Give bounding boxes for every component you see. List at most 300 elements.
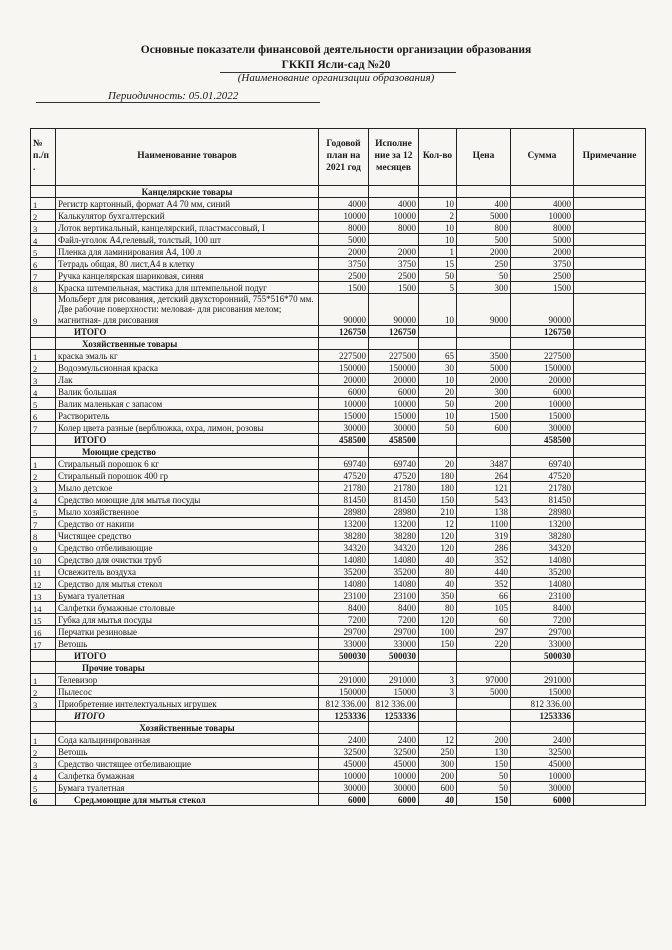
cell-name: Лак [56, 374, 319, 386]
cell-done: 34320 [369, 542, 419, 554]
cell-name: Чистящее средство [56, 530, 319, 542]
table-row [31, 626, 646, 638]
cell-note [574, 590, 646, 602]
table-row [31, 698, 646, 710]
cell-price: 300 [457, 282, 511, 294]
cell-name: Файл-уголок А4,гелевый, толстый, 100 шт [56, 234, 319, 246]
table-row [31, 734, 646, 746]
cell-price: 1500 [457, 410, 511, 422]
cell-plan: 10000 [319, 770, 369, 782]
cell-done: 2000 [369, 246, 419, 258]
cell-price [457, 650, 511, 662]
cell-done: 7200 [369, 614, 419, 626]
cell-sum: 15000 [511, 686, 574, 698]
cell-name: Калькулятор бухгалтерский [56, 210, 319, 222]
cell-price: 200 [457, 734, 511, 746]
cell-name: краска эмаль кг [56, 350, 319, 362]
table-row [31, 398, 646, 410]
cell-no: 6 [31, 794, 56, 806]
cell-qty: 600 [419, 782, 457, 794]
cell-name: ИТОГО [56, 326, 319, 338]
cell-sum: 38280 [511, 530, 574, 542]
cell-done: 126750 [369, 326, 419, 338]
table-row [31, 282, 646, 294]
section-row [31, 338, 646, 350]
cell-price [457, 710, 511, 722]
cell-sum: 28980 [511, 506, 574, 518]
cell-price: 220 [457, 638, 511, 650]
cell-note [574, 458, 646, 470]
cell-note [574, 350, 646, 362]
table-row [31, 198, 646, 210]
cell-qty: 10 [419, 410, 457, 422]
cell-qty [419, 710, 457, 722]
cell-done: 28980 [369, 506, 419, 518]
cell-plan: 35200 [319, 566, 369, 578]
document-title: Основные показатели финансовой деятельности организации образования [140, 44, 532, 56]
cell-plan: 8400 [319, 602, 369, 614]
cell-note [574, 662, 646, 674]
table-header-row [31, 129, 646, 186]
cell-plan [319, 186, 369, 198]
cell-name: ИТОГО [56, 434, 319, 446]
cell-done: 8000 [369, 222, 419, 234]
cell-plan: 21780 [319, 482, 369, 494]
cell-note [574, 794, 646, 806]
cell-note [574, 626, 646, 638]
cell-no: 2 [31, 746, 56, 758]
cell-done: 13200 [369, 518, 419, 530]
cell-name: Стиральный порошок 400 гр [56, 470, 319, 482]
cell-qty: 10 [419, 374, 457, 386]
cell-price: 9000 [457, 294, 511, 326]
cell-price: 50 [457, 770, 511, 782]
cell-no: 9 [31, 294, 56, 326]
cell-qty: 30 [419, 362, 457, 374]
cell-name: ИТОГО [56, 650, 319, 662]
cell-name: Пылесос [56, 686, 319, 698]
cell-plan [319, 446, 369, 458]
cell-name: Средство отбеливающие [56, 542, 319, 554]
cell-price [457, 338, 511, 350]
cell-plan: 3750 [319, 258, 369, 270]
cell-price [457, 434, 511, 446]
table-row [31, 294, 646, 326]
cell-note [574, 542, 646, 554]
cell-plan: 10000 [319, 210, 369, 222]
cell-qty: 80 [419, 602, 457, 614]
cell-plan: 227500 [319, 350, 369, 362]
cell-note [574, 770, 646, 782]
cell-sum: 1253336 [511, 710, 574, 722]
col-header-note: Примечание [574, 129, 646, 186]
cell-no: 4 [31, 770, 56, 782]
cell-no: 7 [31, 518, 56, 530]
cell-sum: 500030 [511, 650, 574, 662]
cell-qty: 3 [419, 686, 457, 698]
cell-done [369, 338, 419, 350]
cell-note [574, 446, 646, 458]
cell-done: 14080 [369, 554, 419, 566]
cell-no: 5 [31, 506, 56, 518]
cell-qty: 5 [419, 282, 457, 294]
cell-done: 15000 [369, 686, 419, 698]
cell-plan: 28980 [319, 506, 369, 518]
cell-note [574, 782, 646, 794]
cell-name: Салфетки бумажные столовые [56, 602, 319, 614]
cell-done: 45000 [369, 758, 419, 770]
cell-no: 2 [31, 686, 56, 698]
cell-price: 130 [457, 746, 511, 758]
cell-plan: 13200 [319, 518, 369, 530]
cell-note [574, 270, 646, 282]
cell-note [574, 578, 646, 590]
cell-sum: 10000 [511, 398, 574, 410]
cell-done: 1500 [369, 282, 419, 294]
cell-no [31, 722, 56, 734]
cell-name: Канцелярские товары [56, 186, 319, 198]
cell-note [574, 234, 646, 246]
cell-note [574, 494, 646, 506]
cell-done: 3750 [369, 258, 419, 270]
cell-plan: 38280 [319, 530, 369, 542]
cell-name: Прочие товары [56, 662, 319, 674]
cell-sum: 126750 [511, 326, 574, 338]
cell-note [574, 326, 646, 338]
cell-note [574, 198, 646, 210]
cell-name: Хозяйственные товары [56, 722, 319, 734]
cell-name: Салфетка бумажная [56, 770, 319, 782]
cell-no: 3 [31, 698, 56, 710]
cell-done: 10000 [369, 398, 419, 410]
total-row [31, 650, 646, 662]
cell-done: 10000 [369, 210, 419, 222]
cell-done: 14080 [369, 578, 419, 590]
cell-done: 8400 [369, 602, 419, 614]
cell-plan: 30000 [319, 782, 369, 794]
cell-done: 15000 [369, 410, 419, 422]
cell-note [574, 746, 646, 758]
organization-name: ГККП Ясли-сад №20 [281, 59, 391, 71]
cell-qty [419, 650, 457, 662]
cell-no: 11 [31, 566, 56, 578]
cell-no: 1 [31, 350, 56, 362]
cell-sum: 81450 [511, 494, 574, 506]
cell-note [574, 258, 646, 270]
cell-name: Сода кальцинированная [56, 734, 319, 746]
cell-name: Перчатки резиновые [56, 626, 319, 638]
cell-plan: 81450 [319, 494, 369, 506]
cell-qty: 100 [419, 626, 457, 638]
cell-done [369, 446, 419, 458]
table-row [31, 554, 646, 566]
cell-plan: 8000 [319, 222, 369, 234]
table-row [31, 458, 646, 470]
table-row [31, 246, 646, 258]
cell-price: 440 [457, 566, 511, 578]
cell-price [457, 698, 511, 710]
cell-qty: 80 [419, 566, 457, 578]
cell-price: 66 [457, 590, 511, 602]
cell-qty: 1 [419, 246, 457, 258]
cell-no: 3 [31, 482, 56, 494]
cell-no: 10 [31, 554, 56, 566]
cell-plan [319, 662, 369, 674]
cell-done: 1253336 [369, 710, 419, 722]
cell-price: 5000 [457, 362, 511, 374]
cell-name: Ручка канцелярская шариковая, синяя [56, 270, 319, 282]
cell-price: 50 [457, 782, 511, 794]
cell-price: 5000 [457, 210, 511, 222]
cell-no [31, 662, 56, 674]
cell-plan: 150000 [319, 686, 369, 698]
col-header-number: № п./п . [31, 129, 56, 186]
cell-no: 3 [31, 374, 56, 386]
cell-sum: 6000 [511, 386, 574, 398]
cell-sum: 458500 [511, 434, 574, 446]
cell-qty: 120 [419, 614, 457, 626]
cell-qty: 50 [419, 422, 457, 434]
cell-plan: 2500 [319, 270, 369, 282]
cell-qty: 300 [419, 758, 457, 770]
cell-sum: 5000 [511, 234, 574, 246]
cell-plan [319, 338, 369, 350]
table-row [31, 794, 646, 806]
cell-sum [511, 446, 574, 458]
cell-name: Телевизор [56, 674, 319, 686]
cell-qty: 20 [419, 458, 457, 470]
cell-name: Мольберт для рисования, детский двухсторонний, 755*516*70 мм. Две рабочие поверхности: меловая- для рисования мелом; магнитная- для рисования [56, 294, 319, 326]
cell-name: Мыло хозяйственное [56, 506, 319, 518]
cell-note [574, 374, 646, 386]
cell-no [31, 338, 56, 350]
cell-price: 250 [457, 258, 511, 270]
cell-plan: 45000 [319, 758, 369, 770]
cell-qty: 180 [419, 470, 457, 482]
cell-sum: 47520 [511, 470, 574, 482]
cell-no [31, 446, 56, 458]
table-row [31, 566, 646, 578]
cell-done [369, 186, 419, 198]
cell-sum: 10000 [511, 770, 574, 782]
cell-qty [419, 338, 457, 350]
cell-done: 20000 [369, 374, 419, 386]
cell-done: 35200 [369, 566, 419, 578]
cell-done: 6000 [369, 794, 419, 806]
cell-price: 800 [457, 222, 511, 234]
cell-sum: 32500 [511, 746, 574, 758]
cell-name: Растворитель [56, 410, 319, 422]
cell-price: 400 [457, 198, 511, 210]
section-row [31, 446, 646, 458]
cell-name: Губка для мытья посуды [56, 614, 319, 626]
table-row [31, 374, 646, 386]
cell-no: 13 [31, 590, 56, 602]
cell-note [574, 710, 646, 722]
cell-note [574, 506, 646, 518]
cell-no: 1 [31, 734, 56, 746]
cell-done: 30000 [369, 422, 419, 434]
cell-plan: 4000 [319, 198, 369, 210]
cell-done [369, 722, 419, 734]
cell-no: 2 [31, 470, 56, 482]
cell-note [574, 246, 646, 258]
cell-plan: 1500 [319, 282, 369, 294]
cell-done: 10000 [369, 770, 419, 782]
financial-table [30, 128, 646, 806]
cell-no [31, 326, 56, 338]
cell-plan: 30000 [319, 422, 369, 434]
cell-no: 14 [31, 602, 56, 614]
cell-qty [419, 662, 457, 674]
cell-name: Тетрадь общая, 80 лист,А4 в клетку [56, 258, 319, 270]
cell-price: 500 [457, 234, 511, 246]
cell-qty: 10 [419, 234, 457, 246]
cell-plan: 2000 [319, 246, 369, 258]
cell-plan: 69740 [319, 458, 369, 470]
cell-note [574, 422, 646, 434]
cell-name: Сред.моющие для мытья стекол [56, 794, 319, 806]
cell-sum [511, 722, 574, 734]
cell-done: 29700 [369, 626, 419, 638]
cell-sum: 33000 [511, 638, 574, 650]
cell-done: 500030 [369, 650, 419, 662]
cell-done: 30000 [369, 782, 419, 794]
cell-price: 264 [457, 470, 511, 482]
cell-name: Средство от накипи [56, 518, 319, 530]
cell-note [574, 722, 646, 734]
cell-qty [419, 722, 457, 734]
table-row [31, 530, 646, 542]
cell-qty [419, 326, 457, 338]
cell-no: 6 [31, 410, 56, 422]
cell-qty: 15 [419, 258, 457, 270]
cell-price: 3487 [457, 458, 511, 470]
table-row [31, 410, 646, 422]
cell-price: 297 [457, 626, 511, 638]
cell-qty: 10 [419, 294, 457, 326]
cell-sum: 10000 [511, 210, 574, 222]
table-row [31, 578, 646, 590]
cell-no: 15 [31, 614, 56, 626]
cell-note [574, 602, 646, 614]
cell-name: Освежитель воздуха [56, 566, 319, 578]
cell-name: Колер цвета разные (верблюжка, охра, лимон, розовы [56, 422, 319, 434]
cell-no: 5 [31, 782, 56, 794]
cell-plan: 34320 [319, 542, 369, 554]
cell-no: 6 [31, 258, 56, 270]
cell-done: 4000 [369, 198, 419, 210]
cell-plan: 47520 [319, 470, 369, 482]
cell-qty [419, 446, 457, 458]
cell-no: 8 [31, 530, 56, 542]
cell-plan: 20000 [319, 374, 369, 386]
cell-note [574, 518, 646, 530]
cell-name: Валик маленькая с запасом [56, 398, 319, 410]
cell-price: 352 [457, 578, 511, 590]
cell-done: 23100 [369, 590, 419, 602]
cell-name: Краска штемпельная, мастика для штемпельной подуг [56, 282, 319, 294]
cell-name: Средство для очистки труб [56, 554, 319, 566]
table-row [31, 638, 646, 650]
cell-no: 4 [31, 386, 56, 398]
cell-note [574, 554, 646, 566]
cell-price [457, 722, 511, 734]
cell-note [574, 614, 646, 626]
cell-done: 2500 [369, 270, 419, 282]
cell-name: Средство моющие для мытья посуды [56, 494, 319, 506]
cell-no: 3 [31, 222, 56, 234]
cell-qty [419, 434, 457, 446]
total-row [31, 434, 646, 446]
cell-price: 319 [457, 530, 511, 542]
table-row [31, 362, 646, 374]
cell-plan: 33000 [319, 638, 369, 650]
cell-name: Мыло детское [56, 482, 319, 494]
total-row [31, 710, 646, 722]
cell-sum: 2500 [511, 270, 574, 282]
table-row [31, 518, 646, 530]
cell-sum: 8400 [511, 602, 574, 614]
cell-note [574, 638, 646, 650]
cell-plan: 15000 [319, 410, 369, 422]
cell-name: Средство чистящее отбеливающие [56, 758, 319, 770]
cell-name: Моющие средство [56, 446, 319, 458]
section-row [31, 722, 646, 734]
cell-name: Водоэмульсионная краска [56, 362, 319, 374]
cell-done: 458500 [369, 434, 419, 446]
cell-sum: 8000 [511, 222, 574, 234]
cell-plan: 10000 [319, 398, 369, 410]
cell-no: 8 [31, 282, 56, 294]
cell-note [574, 758, 646, 770]
organization-caption: (Наименование организации образования) [237, 72, 435, 84]
table-row [31, 210, 646, 222]
cell-price: 300 [457, 386, 511, 398]
cell-price: 352 [457, 554, 511, 566]
cell-plan: 29700 [319, 626, 369, 638]
cell-sum: 150000 [511, 362, 574, 374]
cell-plan: 291000 [319, 674, 369, 686]
cell-price [457, 186, 511, 198]
table-row [31, 270, 646, 282]
cell-sum: 7200 [511, 614, 574, 626]
cell-plan: 1253336 [319, 710, 369, 722]
cell-price: 5000 [457, 686, 511, 698]
table-row [31, 422, 646, 434]
cell-sum: 35200 [511, 566, 574, 578]
cell-sum: 29700 [511, 626, 574, 638]
cell-name: Ветошь [56, 638, 319, 650]
cell-done: 38280 [369, 530, 419, 542]
cell-done [369, 234, 419, 246]
table-row [31, 350, 646, 362]
cell-qty: 150 [419, 494, 457, 506]
cell-sum: 30000 [511, 782, 574, 794]
cell-sum: 1500 [511, 282, 574, 294]
cell-done: 21780 [369, 482, 419, 494]
table-row [31, 770, 646, 782]
cell-name: ИТОГО [56, 710, 319, 722]
cell-price [457, 662, 511, 674]
table-row [31, 386, 646, 398]
cell-plan: 23100 [319, 590, 369, 602]
cell-done: 32500 [369, 746, 419, 758]
cell-price: 105 [457, 602, 511, 614]
cell-name: Хозяйственные товары [56, 338, 319, 350]
cell-sum: 90000 [511, 294, 574, 326]
cell-no: 9 [31, 542, 56, 554]
